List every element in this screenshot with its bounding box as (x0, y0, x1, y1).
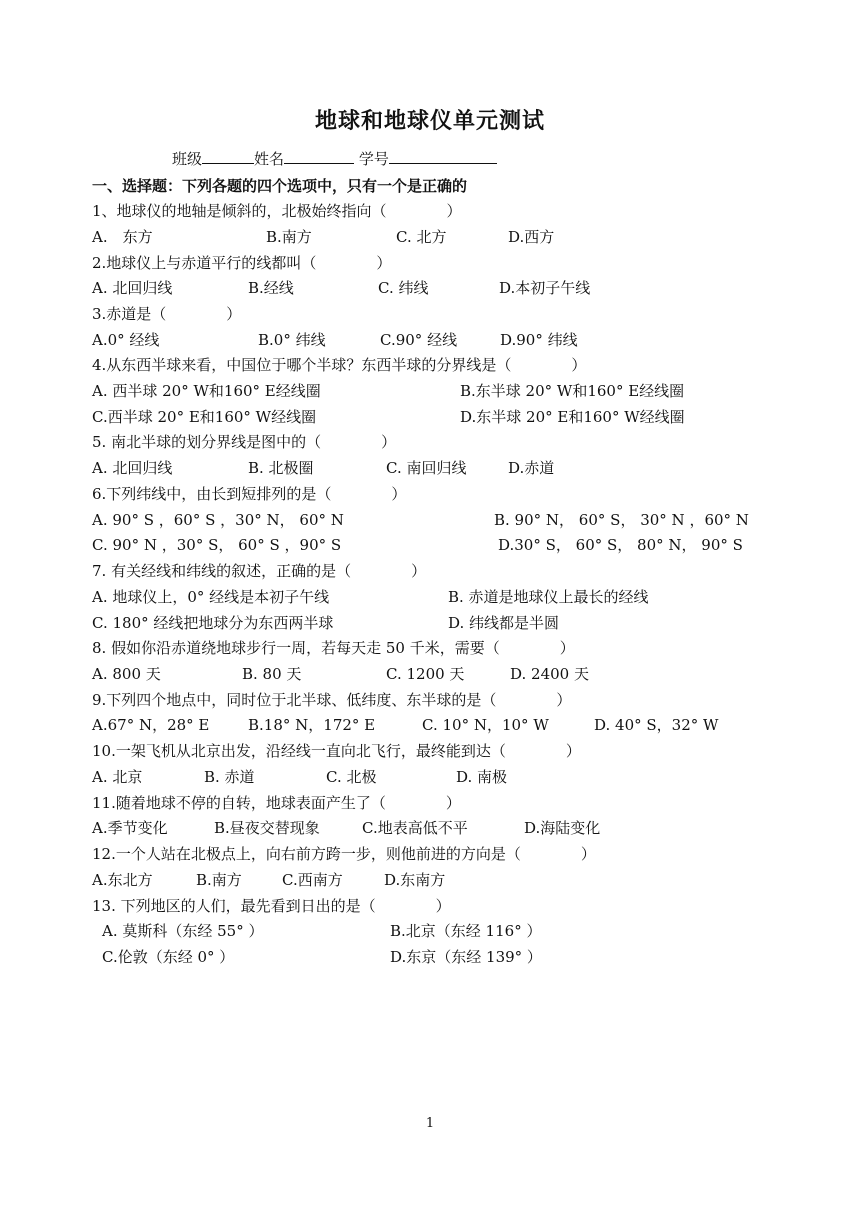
option-row (92, 946, 792, 968)
question-stem: 7. 有关经线和纬线的叙述，正确的是（ ） (92, 562, 427, 580)
option-d[interactable]: D. 40° S，32° W (594, 716, 719, 734)
option-c[interactable]: C. 南回归线 (386, 459, 467, 477)
option-a[interactable]: A. 北回归线 (92, 279, 173, 297)
option-d[interactable]: D.东京（东经 139° ） (390, 948, 542, 966)
option-row (92, 817, 792, 839)
option-row (92, 226, 792, 248)
question-stem: 3.赤道是（ ） (92, 305, 242, 323)
option-b[interactable]: B. 赤道是地球仪上最长的经线 (448, 588, 649, 606)
option-row (92, 714, 792, 736)
option-d[interactable]: D.赤道 (508, 459, 555, 477)
option-d[interactable]: D.本初子午线 (499, 279, 591, 297)
option-a[interactable]: A.季节变化 (92, 819, 168, 837)
question-stem: 4.从东西半球来看，中国位于哪个半球？东西半球的分界线是（ ） (92, 356, 587, 374)
option-b[interactable]: B. 90° N， 60° S， 30° N ，60° N (494, 511, 749, 529)
option-c[interactable]: C.西南方 (282, 871, 343, 889)
option-c[interactable]: C. 10° N，10° W (422, 716, 549, 734)
option-d[interactable]: D.海陆变化 (524, 819, 601, 837)
option-c[interactable]: C. 北方 (396, 228, 447, 246)
option-row (92, 457, 792, 479)
option-a[interactable]: A. 东方 (92, 228, 153, 246)
option-a[interactable]: A. 北回归线 (92, 459, 173, 477)
option-c[interactable]: C. 180° 经线把地球分为东西两半球 (92, 614, 334, 632)
section-heading: 一、选择题：下列各题的四个选项中，只有一个是正确的 (92, 177, 468, 195)
option-b[interactable]: B.18° N，172° E (248, 716, 376, 734)
option-d[interactable]: D.东半球 20° E和160° W经线圈 (460, 408, 685, 426)
option-b[interactable]: B.昼夜交替现象 (214, 819, 320, 837)
option-a[interactable]: A.0° 经线 (92, 331, 160, 349)
option-d[interactable]: D.30° S， 60° S， 80° N， 90° S (498, 536, 743, 554)
option-a[interactable]: A. 莫斯科（东经 55° ） (102, 922, 264, 940)
option-b[interactable]: B. 北极圈 (248, 459, 314, 477)
option-a[interactable]: A. 800 天 (92, 665, 161, 683)
page-number: 1 (425, 1116, 435, 1131)
option-c[interactable]: C.地表高低不平 (362, 819, 468, 837)
option-b[interactable]: B.北京（东经 116° ） (390, 922, 542, 940)
name-field[interactable] (284, 149, 354, 164)
question-stem: 11.随着地球不停的自转，地球表面产生了（ ） (92, 794, 461, 812)
question-stem: 12.一个人站在北极点上，向右前方跨一步，则他前进的方向是（ ） (92, 845, 596, 863)
question-stem: 6.下列纬线中，由长到短排列的是（ ） (92, 485, 407, 503)
option-b[interactable]: B.经线 (248, 279, 294, 297)
option-c[interactable]: C.西半球 20° E和160° W经线圈 (92, 408, 317, 426)
class-field[interactable] (202, 149, 254, 164)
option-b[interactable]: B.南方 (266, 228, 312, 246)
option-row (92, 920, 792, 942)
question-stem: 13. 下列地区的人们，最先看到日出的是（ ） (92, 897, 451, 915)
option-d[interactable]: D.西方 (508, 228, 555, 246)
question-stem: 10.一架飞机从北京出发，沿经线一直向北飞行，最终能到达（ ） (92, 742, 581, 760)
option-b[interactable]: B.东半球 20° W和160° E经线圈 (460, 382, 685, 400)
question-stem: 1、地球仪的地轴是倾斜的，北极始终指向（ ） (92, 202, 462, 220)
question-stem: 9.下列四个地点中，同时位于北半球、低纬度、东半球的是（ ） (92, 691, 572, 709)
page-title: 地球和地球仪单元测试 (314, 108, 545, 134)
option-d[interactable]: D.90° 纬线 (500, 331, 578, 349)
option-c[interactable]: C. 纬线 (378, 279, 429, 297)
option-c[interactable]: C. 90° N ，30° S， 60° S ，90° S (92, 536, 342, 554)
option-d[interactable]: D. 2400 天 (510, 665, 589, 683)
option-c[interactable]: C. 1200 天 (386, 665, 465, 683)
option-b[interactable]: B.0° 纬线 (258, 331, 326, 349)
student-info-line (172, 148, 497, 169)
option-a[interactable]: A. 西半球 20° W和160° E经线圈 (92, 382, 321, 400)
option-a[interactable]: A. 地球仪上，0° 经线是本初子午线 (92, 588, 330, 606)
option-b[interactable]: B. 80 天 (242, 665, 302, 683)
option-row (92, 869, 792, 891)
class-label: 班级 (172, 150, 203, 168)
option-row (92, 766, 792, 788)
option-a[interactable]: A. 北京 (92, 768, 143, 786)
option-c[interactable]: C.90° 经线 (380, 331, 458, 349)
name-label: 姓名 (254, 150, 285, 168)
option-row (92, 534, 792, 556)
option-row (92, 663, 792, 685)
option-row (92, 380, 792, 402)
id-label: 学号 (358, 150, 389, 168)
option-c[interactable]: C. 北极 (326, 768, 377, 786)
option-a[interactable]: A.67° N，28° E (92, 716, 210, 734)
option-a[interactable]: A. 90° S ，60° S ，30° N， 60° N (92, 511, 344, 529)
option-d[interactable]: D. 纬线都是半圆 (448, 614, 560, 632)
option-row (92, 509, 792, 531)
option-d[interactable]: D.东南方 (384, 871, 446, 889)
question-stem: 8. 假如你沿赤道绕地球步行一周，若每天走 50 千米，需要（ ） (92, 639, 575, 657)
option-row (92, 586, 792, 608)
option-row (92, 612, 792, 634)
option-b[interactable]: B.南方 (196, 871, 242, 889)
option-row (92, 277, 792, 299)
question-stem: 5. 南北半球的划分界线是图中的（ ） (92, 433, 397, 451)
option-c[interactable]: C.伦敦（东经 0° ） (102, 948, 235, 966)
question-stem: 2.地球仪上与赤道平行的线都叫（ ） (92, 254, 392, 272)
option-row (92, 406, 792, 428)
option-row (92, 329, 792, 351)
option-d[interactable]: D. 南极 (456, 768, 508, 786)
option-a[interactable]: A.东北方 (92, 871, 153, 889)
option-b[interactable]: B. 赤道 (204, 768, 255, 786)
id-field[interactable] (389, 149, 497, 164)
